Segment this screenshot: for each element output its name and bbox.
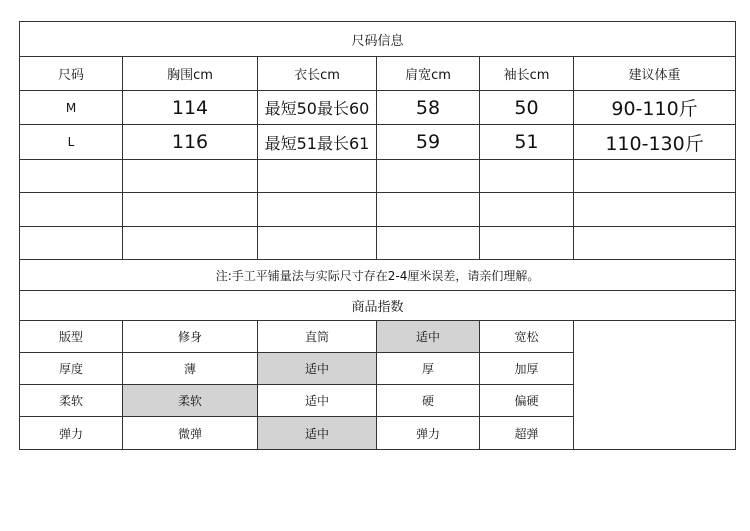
chest-cell: 116 <box>123 125 258 159</box>
index-option: 修身 <box>123 321 258 352</box>
header-sleeve: 袖长cm <box>480 57 574 90</box>
weight-cell: 90-110斤 <box>574 90 736 124</box>
product-index-title: 商品指数 <box>20 290 736 320</box>
header-size: 尺码 <box>20 57 123 90</box>
length-cell: 最短50最长60 <box>258 90 377 124</box>
header-chest: 胸围cm <box>123 57 258 90</box>
size-row-m <box>20 90 736 124</box>
index-option: 弹力 <box>377 417 480 450</box>
index-option: 柔软 <box>123 385 258 417</box>
index-option: 适中 <box>258 417 377 450</box>
index-option: 直筒 <box>258 321 377 352</box>
size-header-row <box>20 57 736 90</box>
size-info-title: 尺码信息 <box>20 22 736 57</box>
header-shoulder: 肩宽cm <box>377 57 480 90</box>
measurement-note: 注:手工平铺量法与实际尺寸存在2-4厘米误差，请亲们理解。 <box>20 260 736 290</box>
empty-row <box>20 226 736 259</box>
header-length: 衣长cm <box>258 57 377 90</box>
index-option: 适中 <box>377 321 480 352</box>
index-option: 加厚 <box>480 352 574 384</box>
index-option: 超弹 <box>480 417 574 450</box>
size-cell: M <box>20 90 123 124</box>
empty-row <box>20 159 736 192</box>
header-weight: 建议体重 <box>574 57 736 90</box>
index-blank-cell <box>574 321 736 450</box>
index-label: 弹力 <box>20 417 123 450</box>
size-chart-table <box>19 21 736 450</box>
weight-cell: 110-130斤 <box>574 125 736 159</box>
shoulder-cell: 59 <box>377 125 480 159</box>
index-option: 适中 <box>258 352 377 384</box>
index-option: 宽松 <box>480 321 574 352</box>
index-label: 厚度 <box>20 352 123 384</box>
sleeve-cell: 51 <box>480 125 574 159</box>
index-option: 微弹 <box>123 417 258 450</box>
chest-cell: 114 <box>123 90 258 124</box>
sleeve-cell: 50 <box>480 90 574 124</box>
index-option: 薄 <box>123 352 258 384</box>
index-option: 硬 <box>377 385 480 417</box>
shoulder-cell: 58 <box>377 90 480 124</box>
index-option: 适中 <box>258 385 377 417</box>
index-label: 柔软 <box>20 385 123 417</box>
size-cell: L <box>20 125 123 159</box>
index-option: 偏硬 <box>480 385 574 417</box>
length-cell: 最短51最长61 <box>258 125 377 159</box>
index-row-fit <box>20 321 736 352</box>
size-row-l <box>20 125 736 159</box>
empty-row <box>20 193 736 226</box>
index-option: 厚 <box>377 352 480 384</box>
index-label: 版型 <box>20 321 123 352</box>
